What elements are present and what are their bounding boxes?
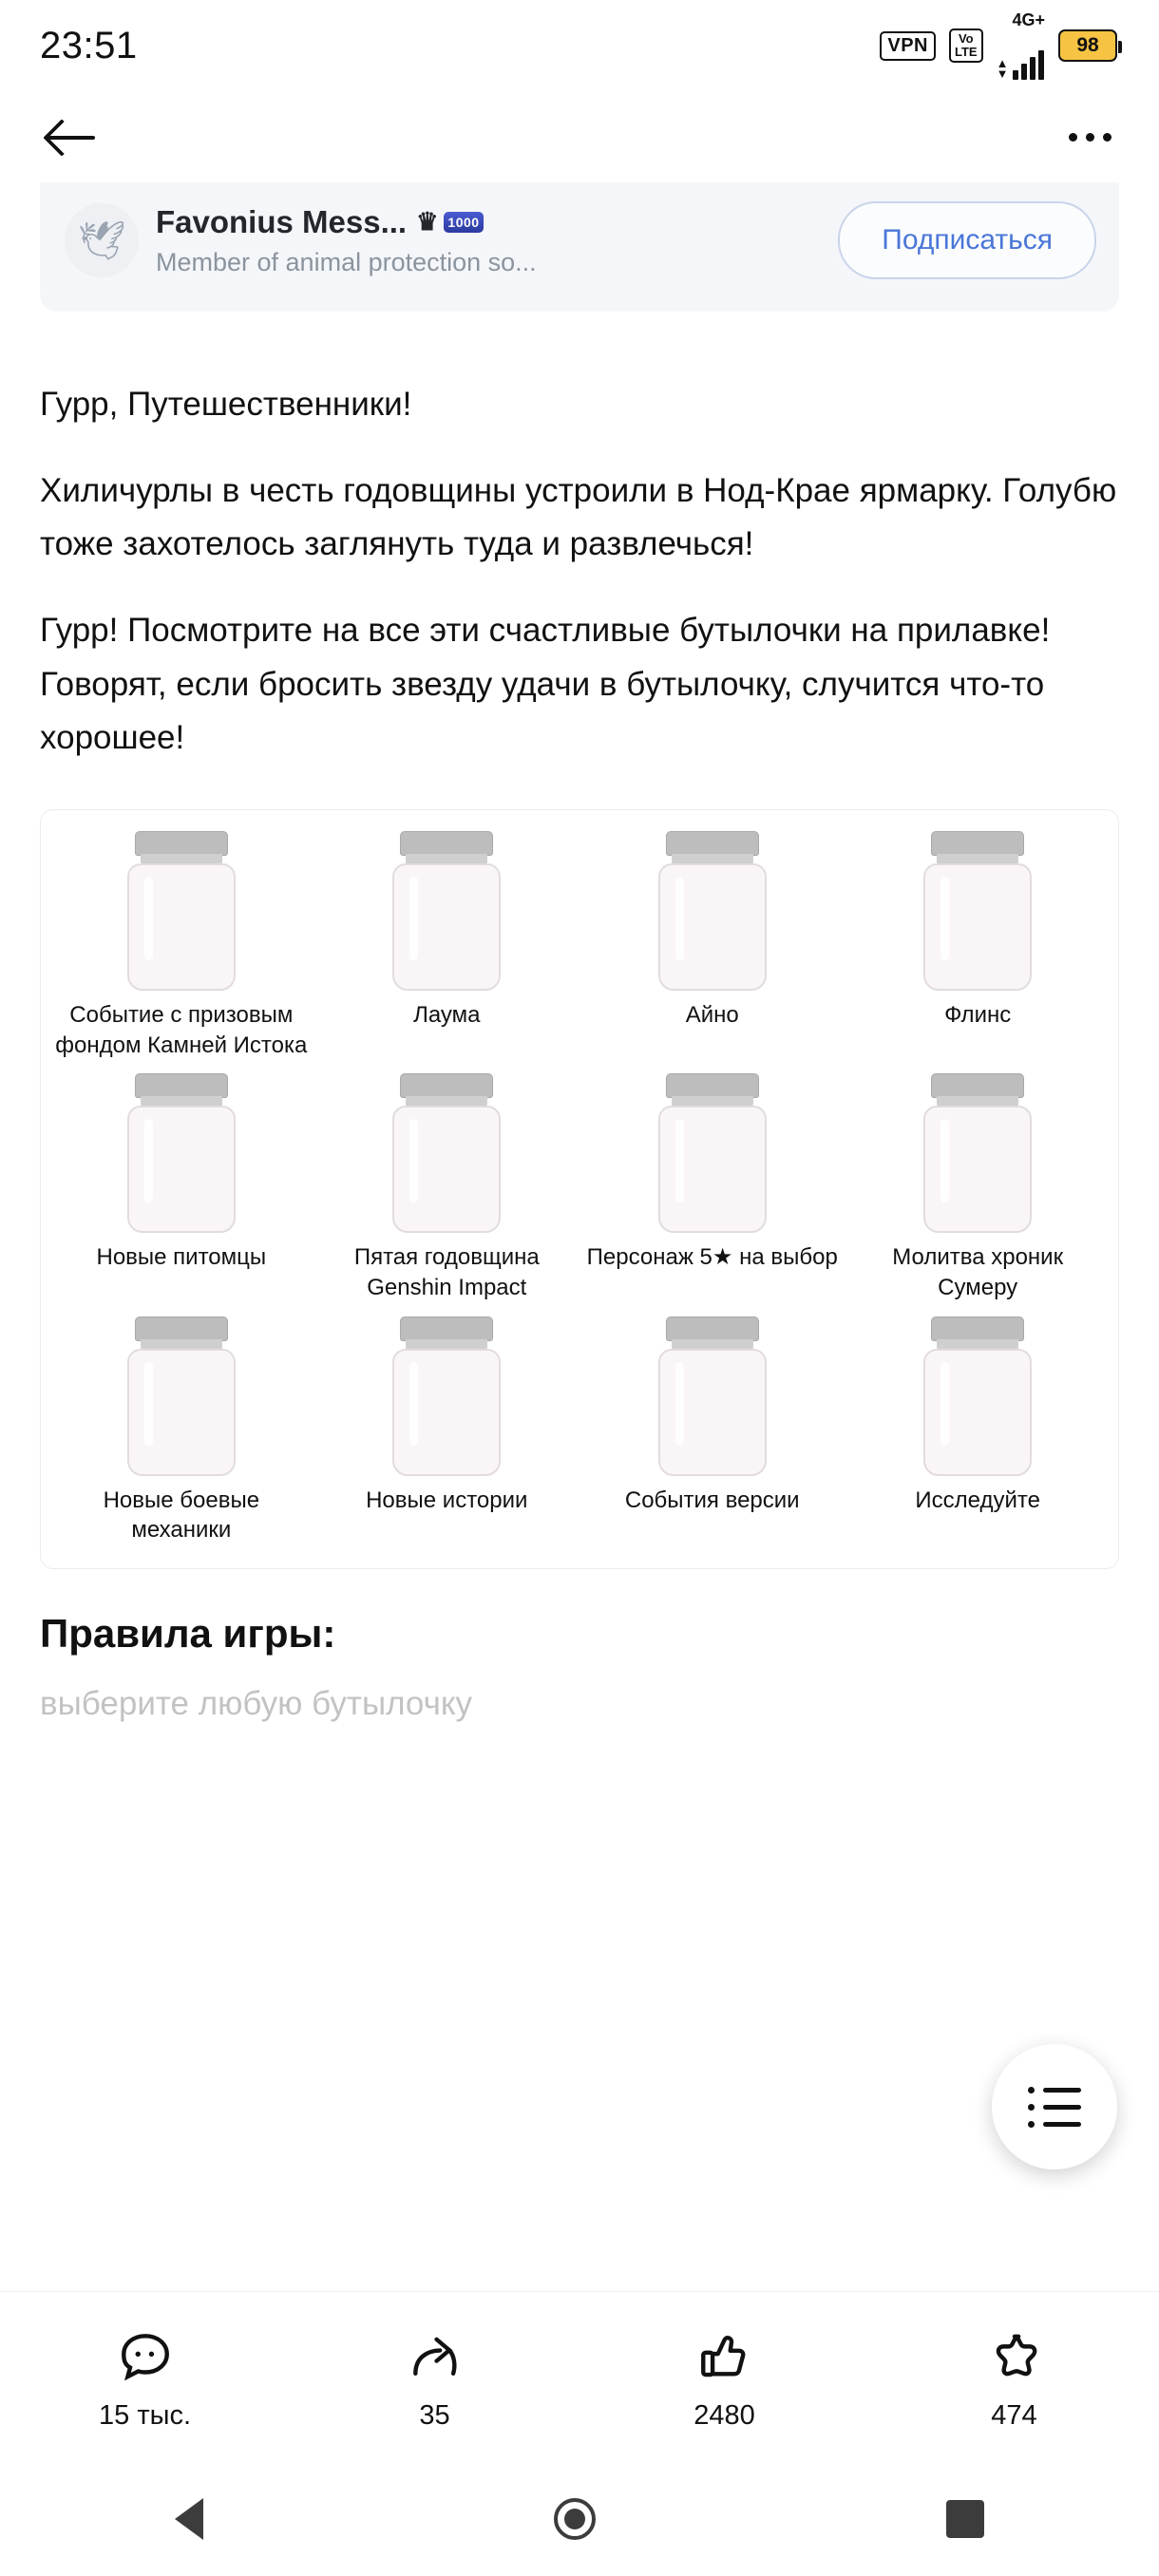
jar-item[interactable] <box>850 1073 1105 1302</box>
like-icon <box>695 2328 754 2387</box>
like-action[interactable] <box>580 2328 869 2432</box>
data-arrows-icon: ▲ ▼ <box>996 56 1009 81</box>
like-count: 2480 <box>694 2400 755 2431</box>
jar-item[interactable] <box>319 1073 574 1302</box>
more-options-icon[interactable] <box>1069 133 1112 142</box>
post-paragraph: Гурр! Посмотрите на все эти счастливые бутылочки на прилавке! Говорят, если бросить звезду удачи в бутылочку, случится что-то хорошее! <box>40 612 1051 757</box>
post-paragraph: Гурр, Путешественники! <box>40 386 412 423</box>
comments-count: 15 тыс. <box>99 2400 191 2431</box>
jar-grid-row <box>54 831 1105 1060</box>
jar-item[interactable] <box>850 831 1105 1060</box>
share-action[interactable] <box>290 2328 580 2432</box>
jar-item[interactable] <box>585 1073 840 1302</box>
jar-icon <box>387 1316 506 1476</box>
jar-label: Лаума <box>413 1002 481 1029</box>
favorite-count: 474 <box>991 2400 1037 2431</box>
jar-icon <box>918 831 1037 991</box>
nav-home-icon[interactable] <box>554 2498 596 2540</box>
share-count: 35 <box>419 2400 450 2431</box>
nav-back-icon[interactable] <box>175 2498 203 2540</box>
jar-label: Новые питомцы <box>96 1244 267 1271</box>
back-arrow-icon[interactable] <box>48 116 103 158</box>
avatar: 🕊 <box>65 203 139 277</box>
status-icons <box>880 11 1117 80</box>
comment-icon <box>116 2328 175 2387</box>
jar-label: Новые боевые механики <box>103 1487 260 1544</box>
crown-icon: ♛ <box>416 207 439 236</box>
jar-label: Новые истории <box>366 1487 528 1513</box>
volte-top-label: Vo <box>958 31 974 47</box>
jar-icon <box>122 1316 241 1476</box>
post-body <box>40 378 1119 766</box>
rules-title: Правила игры: <box>40 1611 336 1657</box>
signal-bars-icon <box>1013 47 1044 80</box>
jar-item[interactable] <box>585 831 840 1060</box>
content-fade-mask <box>0 2206 1159 2291</box>
contents-list-icon <box>1028 2087 1081 2128</box>
jar-label: Событие с призовым фондом Камней Истока <box>55 1002 308 1058</box>
jar-item[interactable] <box>54 1316 309 1545</box>
share-icon <box>406 2328 465 2387</box>
post-action-bar <box>0 2291 1159 2462</box>
volte-bottom-label: LTE <box>955 45 978 59</box>
channel-subtitle: Member of animal protection so... <box>156 247 537 276</box>
star-icon <box>985 2328 1044 2387</box>
jar-icon <box>387 1073 506 1233</box>
jar-item[interactable] <box>319 831 574 1060</box>
channel-badges <box>416 207 483 237</box>
jar-grid-row <box>54 1073 1105 1302</box>
jar-icon <box>653 1073 772 1233</box>
post-content-scroll[interactable] <box>0 182 1159 2291</box>
channel-info <box>156 204 838 277</box>
jar-icon <box>918 1316 1037 1476</box>
jar-label: Флинс <box>944 1002 1012 1029</box>
jar-icon <box>122 831 241 991</box>
channel-name: Favonius Mess... <box>156 203 408 239</box>
status-clock: 23:51 <box>40 24 138 66</box>
jar-label: Айно <box>685 1002 739 1029</box>
vpn-icon: VPN <box>880 31 936 61</box>
post-paragraph: Хиличурлы в честь годовщины устроили в Нод-Крае ярмарку. Голубю тоже захотелось заглянуть туда и развлечься! <box>40 471 1117 563</box>
jar-icon <box>653 831 772 991</box>
jar-grid <box>40 809 1119 1569</box>
jar-label: События версии <box>624 1487 800 1513</box>
subscribe-button[interactable]: Подписаться <box>838 201 1096 279</box>
nav-recents-icon[interactable] <box>946 2500 984 2538</box>
level-badge: 1000 <box>444 212 483 233</box>
channel-name-row <box>156 204 838 240</box>
jar-label: Молитва хроник Сумеру <box>892 1244 1064 1301</box>
jar-item[interactable] <box>319 1316 574 1545</box>
jar-item[interactable] <box>585 1316 840 1545</box>
rules-text-partial: выберите любую бутылочку <box>40 1685 473 1723</box>
battery-level-label: 98 <box>1076 34 1099 56</box>
status-bar <box>0 0 1159 91</box>
channel-header-card[interactable] <box>40 182 1119 312</box>
signal-icon <box>997 11 1045 80</box>
comments-action[interactable] <box>0 2328 290 2432</box>
jar-label: Пятая годовщина Genshin Impact <box>353 1244 540 1301</box>
battery-icon <box>1058 29 1117 62</box>
jar-icon <box>122 1073 241 1233</box>
jar-icon <box>918 1073 1037 1233</box>
jar-icon <box>653 1316 772 1476</box>
jar-item[interactable] <box>54 831 309 1060</box>
favorite-action[interactable] <box>869 2328 1159 2432</box>
jar-label: Персонаж 5★ на выбор <box>586 1244 838 1271</box>
jar-item[interactable] <box>54 1073 309 1302</box>
android-navigation-bar <box>0 2462 1159 2576</box>
contents-list-button[interactable] <box>992 2044 1117 2169</box>
network-type-label: 4G+ <box>1012 10 1045 29</box>
top-navigation-bar <box>0 91 1159 182</box>
volte-icon <box>949 28 983 62</box>
jar-icon <box>387 831 506 991</box>
jar-item[interactable] <box>850 1316 1105 1545</box>
jar-grid-row <box>54 1316 1105 1545</box>
jar-label: Исследуйте <box>915 1487 1040 1513</box>
